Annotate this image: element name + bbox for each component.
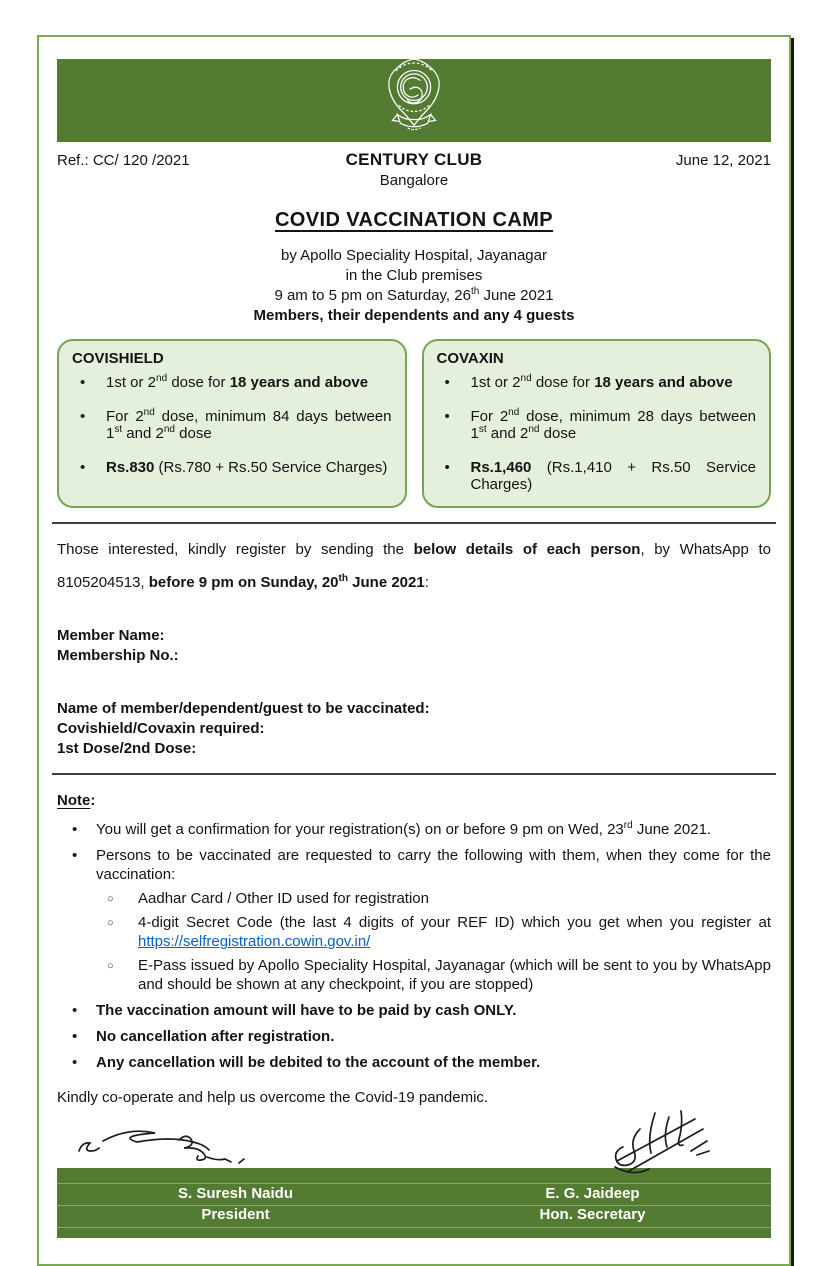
secretary-block: [414, 1168, 771, 1238]
field-vaccine-required: Covishield/Covaxin required:: [57, 720, 265, 737]
president-signature: [69, 1123, 254, 1165]
field-dose: 1st Dose/2nd Dose:: [57, 740, 197, 757]
vaccine-boxes: [57, 339, 771, 508]
field-membership-no: Membership No.:: [57, 647, 179, 664]
signature-row: [57, 1121, 771, 1165]
note-list: [57, 820, 771, 1072]
header-banner: [57, 59, 771, 142]
event-host: by Apollo Speciality Hospital, Jayanagar: [281, 247, 547, 264]
document-page: [37, 35, 791, 1266]
secretary-title: Hon. Secretary: [539, 1206, 646, 1223]
subnote-aadhar: ○ Aadhar Card / Other ID used for registration: [96, 889, 771, 908]
event-datetime: 9 am to 5 pm on Saturday, 26th June 2021: [274, 286, 554, 304]
club-city: Bangalore: [379, 172, 449, 189]
event-venue: in the Club premises: [345, 267, 483, 284]
covaxin-interval: • For 2nd dose, minimum 28 days between 1st and 2nd dose: [437, 408, 757, 442]
covishield-bullet-list: [72, 374, 392, 476]
field-vaccinee-name: Name of member/dependent/guest to be vaccinated:: [57, 700, 430, 717]
divider-note: [52, 773, 776, 775]
registration-instructions: Those interested, kindly register by sending the below details of each person, by WhatsApp to 8105204513, before 9 pm on Sunday, 20th June 2021:: [57, 541, 771, 591]
form-gap: [57, 666, 771, 699]
note-heading: Note:: [57, 792, 96, 809]
secretary-name: E. G. Jaideep: [545, 1185, 640, 1202]
note-confirmation: • You will get a confirmation for your registration(s) on or before 9 pm on Wed, 23rd June 2021.: [57, 820, 771, 839]
event-details: [57, 247, 771, 325]
secretary-signature: [603, 1103, 721, 1177]
reference-row: [57, 150, 771, 170]
covaxin-bullet-list: [437, 374, 757, 493]
cowin-registration-link[interactable]: https://selfregistration.cowin.gov.in/: [138, 933, 371, 950]
president-title: President: [201, 1206, 270, 1223]
document-date: June 12, 2021: [675, 152, 771, 169]
club-name: CENTURY CLUB: [345, 150, 483, 169]
divider-top: [52, 522, 776, 524]
event-eligibility: Members, their dependents and any 4 guests: [253, 307, 575, 324]
footer-banner: [57, 1168, 771, 1238]
registration-form-fields: [57, 626, 771, 759]
note-cash-only: • The vaccination amount will have to be paid by cash ONLY.: [57, 1001, 771, 1020]
closing-line: Kindly co-operate and help us overcome the Covid-19 pandemic.: [57, 1089, 489, 1106]
covishield-box: [57, 339, 407, 508]
covaxin-price: • Rs.1,460 (Rs.1,410 + Rs.50 Service Charges): [437, 459, 757, 493]
carry-sublist: [96, 889, 771, 994]
club-crest-icon: [370, 44, 458, 142]
note-carry-items: • Persons to be vaccinated are requested to carry the following with them, when they come for the vaccination: ○ Aadhar Card / Other ID used for registration ○ 4-digit Secret Code (the last 4 digits of your REF ID) which you get when you register at https://selfregistration.cowin.gov.in/ ○ E-Pass issued by Apollo Speciality Hospital, Jayanagar (which will be sent to you by WhatsApp and should be shown at any checkpoint, if you are stopped): [57, 846, 771, 994]
covishield-price: • Rs.830 (Rs.780 + Rs.50 Service Charges): [72, 459, 392, 476]
subnote-epass: ○ E-Pass issued by Apollo Speciality Hospital, Jayanagar (which will be sent to you by WhatsApp and should be shown at any checkpoint, if you are stopped): [96, 956, 771, 994]
covaxin-dose-eligibility: • 1st or 2nd dose for 18 years and above: [437, 374, 757, 391]
field-member-name: Member Name:: [57, 627, 165, 644]
subnote-secret-code: ○ 4-digit Secret Code (the last 4 digits of your REF ID) which you get when you register at https://selfregistration.cowin.gov.in/: [96, 913, 771, 951]
covishield-interval: • For 2nd dose, minimum 84 days between 1st and 2nd dose: [72, 408, 392, 442]
page-title: COVID VACCINATION CAMP: [274, 209, 554, 231]
covaxin-box: [422, 339, 772, 508]
covishield-title: COVISHIELD: [72, 350, 164, 367]
covishield-dose-eligibility: • 1st or 2nd dose for 18 years and above: [72, 374, 392, 391]
president-block: [57, 1168, 414, 1238]
covaxin-title: COVAXIN: [436, 350, 504, 367]
note-cancellation-debit: • Any cancellation will be debited to the account of the member.: [57, 1053, 771, 1072]
president-name: S. Suresh Naidu: [177, 1185, 294, 1202]
signatories: [57, 1168, 771, 1238]
note-no-cancellation: • No cancellation after registration.: [57, 1027, 771, 1046]
ref-number: Ref.: CC/ 120 /2021: [57, 152, 190, 169]
